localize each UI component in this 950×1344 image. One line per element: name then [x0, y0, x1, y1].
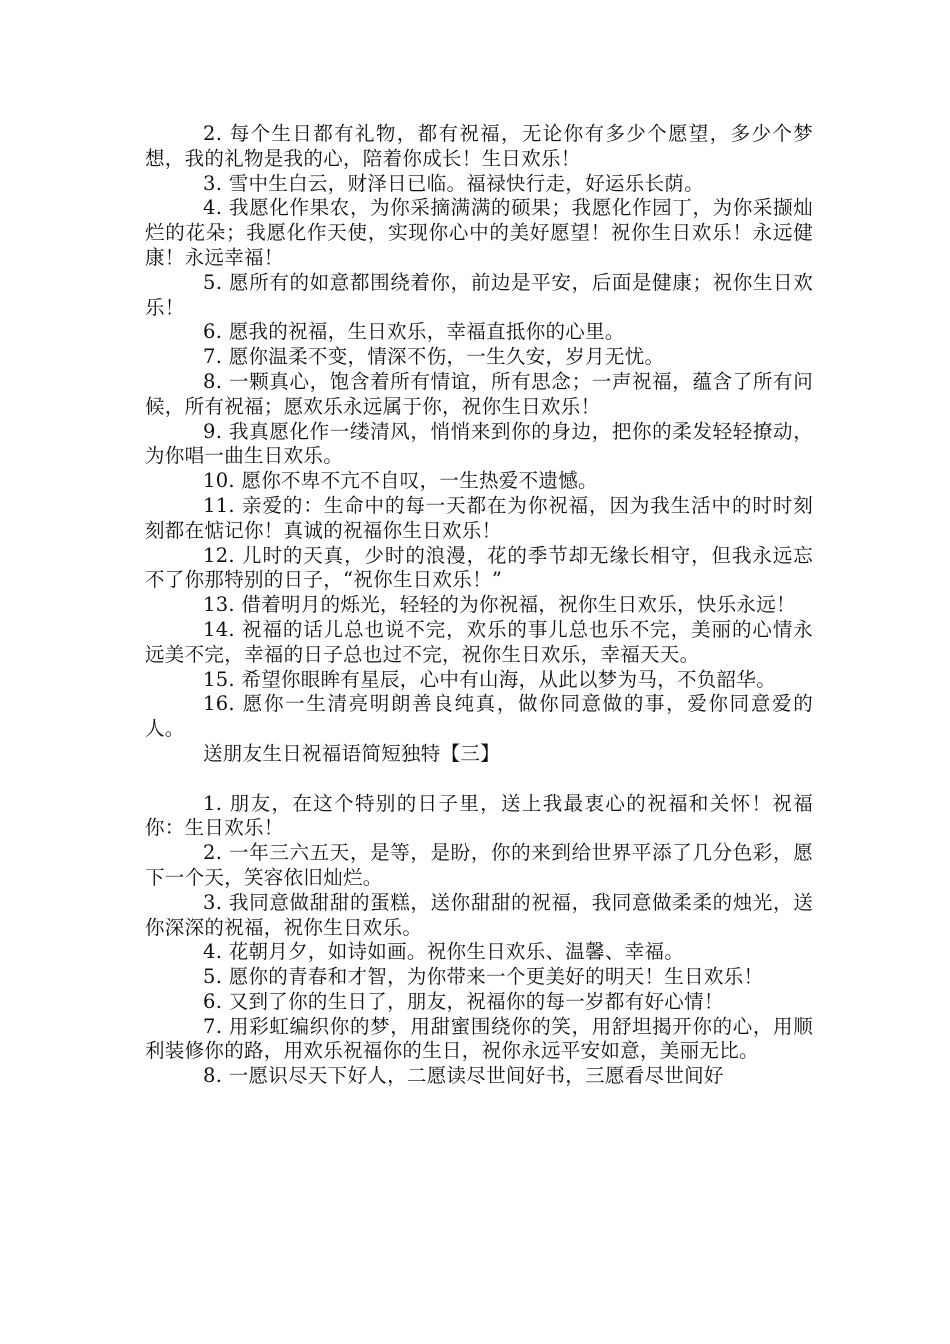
blessing-paragraph: 4. 花朝月夕，如诗如画。祝你生日欢乐、温馨、幸福。 — [203, 940, 685, 964]
blessing-paragraph: 8. 一颗真心，饱含着所有情谊，所有思念；一声祝福，蕴含了所有问候，所有祝福；愿欢乐永远属于你，祝你生日欢乐！ — [145, 369, 813, 418]
blessing-paragraph: 5. 愿你的青春和才智，为你带来一个更美好的明天！生日欢乐！ — [203, 965, 764, 989]
blessing-paragraph: 1. 朋友，在这个特别的日子里，送上我最衷心的祝福和关怀！祝福你：生日欢乐！ — [145, 791, 813, 840]
blessing-paragraph: 7. 用彩虹编织你的梦，用甜蜜围绕你的笑，用舒坦揭开你的心，用顺利装修你的路，用欢乐祝福你的生日，祝你永远平安如意，美丽无比。 — [145, 1014, 813, 1063]
blessing-paragraph: 15. 希望你眼眸有星辰，心中有山海，从此以梦为马，不负韶华。 — [203, 667, 777, 691]
blessing-paragraph: 4. 我愿化作果农，为你采摘满满的硕果；我愿化作园丁，为你采撷灿烂的花朵；我愿化作天使，实现你心中的美好愿望！祝你生日欢乐！永远健康！永远幸福！ — [145, 196, 813, 269]
blessing-paragraph: 13. 借着明月的烁光，轻轻的为你祝福，祝你生日欢乐，快乐永远！ — [203, 593, 796, 617]
blessing-paragraph: 12. 儿时的天真，少时的浪漫，花的季节却无缘长相守，但我永远忘不了你那特别的日子，“祝你生日欢乐！” — [145, 543, 813, 592]
blessing-paragraph: 16. 愿你一生清亮明朗善良纯真，做你同意做的事，爱你同意爱的人。 — [145, 692, 813, 741]
blessing-paragraph: 5. 愿所有的如意都围绕着你，前边是平安，后面是健康；祝你生日欢乐！ — [145, 270, 813, 319]
blessing-paragraph: 2. 每个生日都有礼物，都有祝福，无论你有多少个愿望，多少个梦想，我的礼物是我的心，陪着你成长！生日欢乐！ — [145, 122, 813, 170]
blessing-paragraph: 6. 愿我的祝福，生日欢乐，幸福直抵你的心里。 — [203, 320, 625, 344]
blessing-paragraph: 3. 我同意做甜甜的蛋糕，送你甜甜的祝福，我同意做柔柔的烛光，送你深深的祝福，祝你生日欢乐。 — [145, 890, 813, 939]
section-heading: 送朋友生日祝福语简短独特【三】 — [203, 741, 501, 765]
blessing-paragraph: 6. 又到了你的生日了，朋友，祝福你的每一岁都有好心情！ — [203, 989, 724, 1013]
document-body — [145, 122, 813, 1089]
blessing-paragraph: 9. 我真愿化作一缕清风，悄悄来到你的身边，把你的柔发轻轻撩动，为你唱一曲生日欢乐。 — [145, 419, 813, 468]
blessing-paragraph: 3. 雪中生白云，财泽日已临。福禄快行走，好运乐长荫。 — [203, 171, 704, 195]
blessing-paragraph: 11. 亲爱的：生命中的每一天都在为你祝福，因为我生活中的时时刻刻都在惦记你！真诚的祝福你生日欢乐！ — [145, 493, 813, 542]
blank-line — [145, 767, 813, 792]
blessing-paragraph: 10. 愿你不卑不亢不自叹，一生热爱不遗憾。 — [203, 469, 598, 493]
blessing-paragraph: 14. 祝福的话儿总也说不完，欢乐的事儿总也乐不完，美丽的心情永远美不完，幸福的日子总也过不完，祝你生日欢乐，幸福天天。 — [145, 617, 813, 666]
blessing-paragraph: 7. 愿你温柔不变，情深不伤，一生久安，岁月无忧。 — [203, 345, 665, 369]
blessing-paragraph: 8. 一愿识尽天下好人，二愿读尽世间好书，三愿看尽世间好 — [203, 1064, 724, 1088]
blessing-paragraph: 2. 一年三六五天，是等，是盼，你的来到给世界平添了几分色彩，愿下一个天，笑容依旧灿烂。 — [145, 841, 813, 889]
